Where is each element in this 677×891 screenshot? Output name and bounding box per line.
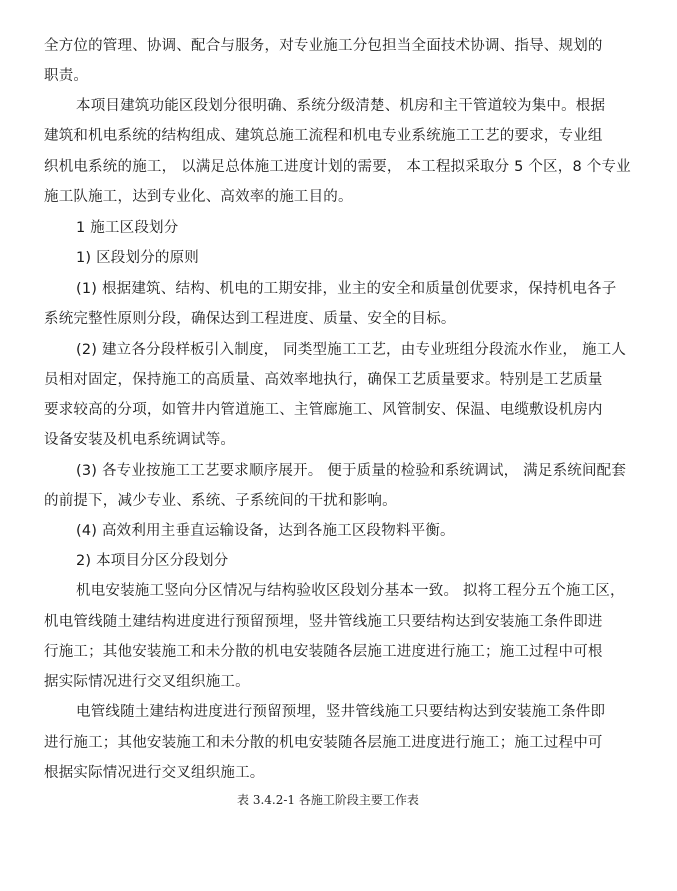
paragraph-line: 根据实际情况进行交叉组织施工。 bbox=[44, 765, 265, 781]
paragraph-line: (2) 建立各分段样板引入制度， 同类型施工工艺，由专业班组分段流水作业， 施工人 bbox=[76, 342, 627, 358]
paragraph-line: 设备安装及机电系统调试等。 bbox=[44, 432, 236, 448]
paragraph-line: (4) 高效利用主垂直运输设备，达到各施工区段物料平衡。 bbox=[76, 523, 455, 539]
paragraph-line: (1) 根据建筑、结构、机电的工期安排，业主的安全和质量创优要求，保持机电各子 bbox=[76, 281, 617, 297]
paragraph-line: 机电安装施工竖向分区情况与结构验收区段划分基本一致。 拟将工程分五个施工区， bbox=[76, 583, 625, 599]
paragraph-line: 的前提下，减少专业、系统、子系统间的干扰和影响。 bbox=[44, 493, 397, 509]
paragraph-line: 要求较高的分项，如管井内管道施工、主管廊施工、风管制安、保温、电缆敷设机房内 bbox=[44, 402, 603, 418]
paragraph-line: 施工队施工，达到专业化、高效率的施工目的。 bbox=[44, 189, 353, 205]
paragraph-line: 据实际情况进行交叉组织施工。 bbox=[44, 674, 250, 690]
paragraph-line: 全方位的管理、协调、配合与服务，对专业施工分包担当全面技术协调、指导、规划的 bbox=[44, 38, 603, 54]
paragraph-line: 建筑和机电系统的结构组成、建筑总施工流程和机电专业系统施工工艺的要求，专业组 bbox=[44, 128, 603, 144]
paragraph-line: 系统完整性原则分段，确保达到工程进度、质量、安全的目标。 bbox=[44, 311, 456, 327]
paragraph-line: 织机电系统的施工， 以满足总体施工进度计划的需要， 本工程拟采取分 5 个区，8 个专业 bbox=[44, 159, 631, 175]
paragraph-line: 行施工；其他安装施工和未分散的机电安装随各层施工进度进行施工；施工过程中可根 bbox=[44, 644, 603, 660]
paragraph-line: 职责。 bbox=[44, 68, 89, 84]
paragraph-line: (3) 各专业按施工工艺要求顺序展开。 便于质量的检验和系统调试， 满足系统间配套 bbox=[76, 463, 627, 479]
paragraph-line: 电管线随土建结构进度进行预留预埋，竖井管线施工只要结构达到安装施工条件即 bbox=[76, 704, 606, 720]
paragraph-line: 员相对固定，保持施工的高质量、高效率地执行，确保工艺质量要求。特别是工艺质量 bbox=[44, 372, 603, 388]
table-caption: 表 3.4.2-1 各施工阶段主要工作表 bbox=[237, 793, 419, 807]
paragraph-line: 本项目建筑功能区段划分很明确、系统分级清楚、机房和主干管道较为集中。根据 bbox=[76, 98, 606, 114]
section-heading: 1 施工区段划分 bbox=[76, 220, 179, 236]
paragraph-line: 进行施工；其他安装施工和未分散的机电安装随各层施工进度进行施工；施工过程中可 bbox=[44, 735, 603, 751]
subsection-heading: 1) 区段划分的原则 bbox=[76, 250, 199, 266]
subsection-heading: 2) 本项目分区分段划分 bbox=[76, 553, 229, 569]
paragraph-line: 机电管线随土建结构进度进行预留预埋，竖井管线施工只要结构达到安装施工条件即进 bbox=[44, 614, 603, 630]
